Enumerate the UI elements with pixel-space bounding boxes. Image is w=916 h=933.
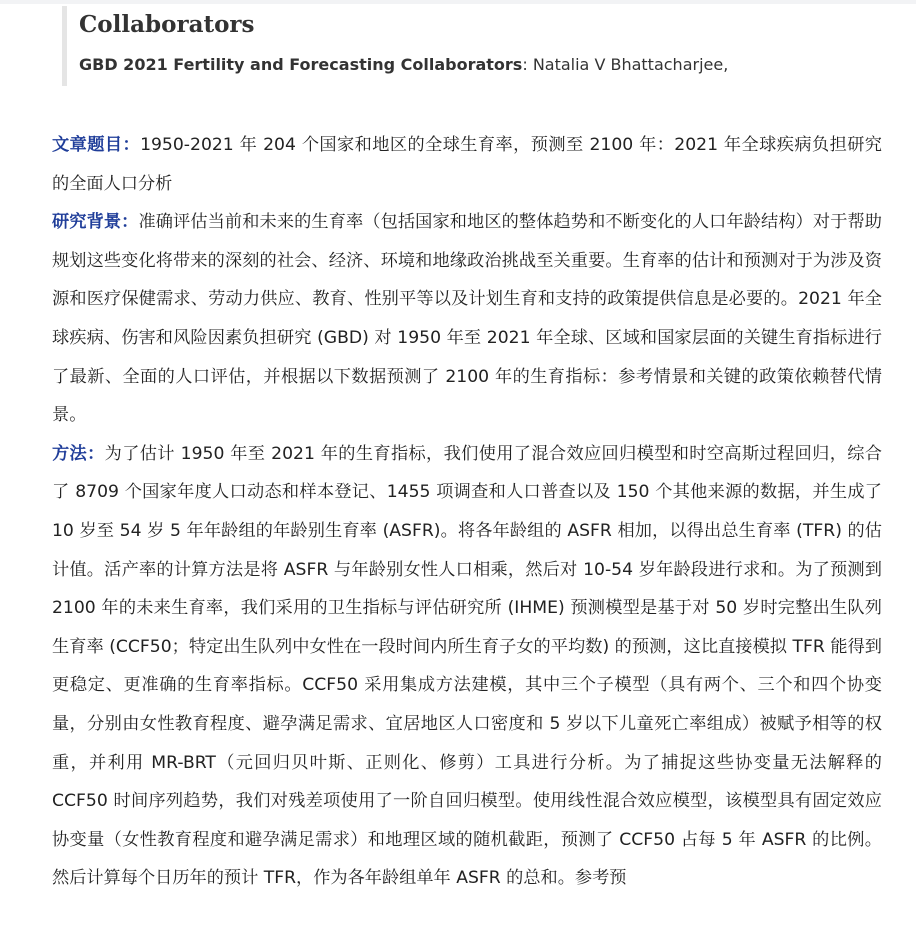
- collaborator-group-name: GBD 2021 Fertility and Forecasting Collaborators: [79, 55, 523, 74]
- collaborators-heading: Collaborators: [79, 11, 255, 38]
- methods-label: 方法：: [52, 443, 105, 464]
- collaborators-section: [0, 0, 916, 86]
- collaborators-line: [79, 54, 912, 76]
- background-label: 研究背景：: [52, 212, 139, 233]
- article-title-text: 1950-2021 年 204 个国家和地区的全球生育率，预测至 2100 年：2021 年全球疾病负担研究的全面人口分析: [52, 135, 882, 194]
- article-summary: [52, 126, 882, 898]
- methods-text: 为了估计 1950 年至 2021 年的生育指标，我们使用了混合效应回归模型和时空高斯过程回归，综合了 8709 个国家年度人口动态和样本登记、1455 项调查和人口普查以及 150 个其他来源的数据，并生成了 10 岁至 54 岁 5 年年龄组的年龄别生育率 (ASFR)。将各年龄组的 ASFR 相加，以得出总生育率 (TFR) 的估计值。活产率的计算方法是将 ASFR 与年龄别女性人口相乘，然后对 10-54 岁年龄段进行求和。为了预测到 2100 年的未来生育率，我们采用的卫生指标与评估研究所 (IHME) 预测模型是基于对 50 岁时完整出生队列生育率 (CCF50；特定出生队列中女性在一段时间内所生育子女的平均数) 的预测，这比直接模拟 TFR 能得到更稳定、更准确的生育率指标。CCF50 采用集成方法建模，其中三个子模型（具有两个、三个和四个协变量，分别由女性教育程度、避孕满足需求、宜居地区人口密度和 5 岁以下儿童死亡率组成）被赋予相等的权重，并利用 MR-BRT（元回归贝叶斯、正则化、修剪）工具进行分析。为了捕捉这些协变量无法解释的 CCF50 时间序列趋势，我们对残差项使用了一阶自回归模型。使用线性混合效应模型，该模型具有固定效应协变量（女性教育程度和避孕满足需求）和地理区域的随机截距，预测了 CCF50 占每 5 年 ASFR 的比例。然后计算每个日历年的预计 TFR，作为各年龄组单年 ASFR 的总和。参考预: [52, 443, 882, 889]
- cut-off-text-remnant: [130, 84, 830, 86]
- title-label: 文章题目：: [52, 135, 141, 155]
- background-text: 准确评估当前和未来的生育率（包括国家和地区的整体趋势和不断变化的人口年龄结构）对于帮助规划这些变化将带来的深刻的社会、经济、环境和地缘政治挑战至关重要。生育率的估计和预测对于为涉及资源和医疗保健需求、劳动力供应、教育、性别平等以及计划生育和支持的政策提供信息是必要的。2021 年全球疾病、伤害和风险因素负担研究 (GBD) 对 1950 年至 2021 年全球、区域和国家层面的关键生育指标进行了最新、全面的人口评估，并根据以下数据预测了 2100 年的生育指标：参考情景和关键的政策依赖替代情景。: [52, 212, 882, 426]
- background-paragraph: [52, 203, 882, 435]
- collaborator-separator: :: [522, 55, 533, 74]
- collaborators-quote-block: [62, 6, 912, 86]
- collaborator-first-member[interactable]: Natalia V Bhattacharjee,: [532, 55, 729, 74]
- top-shade: [0, 0, 916, 4]
- methods-paragraph: [52, 435, 882, 898]
- article-title-paragraph: [52, 126, 882, 203]
